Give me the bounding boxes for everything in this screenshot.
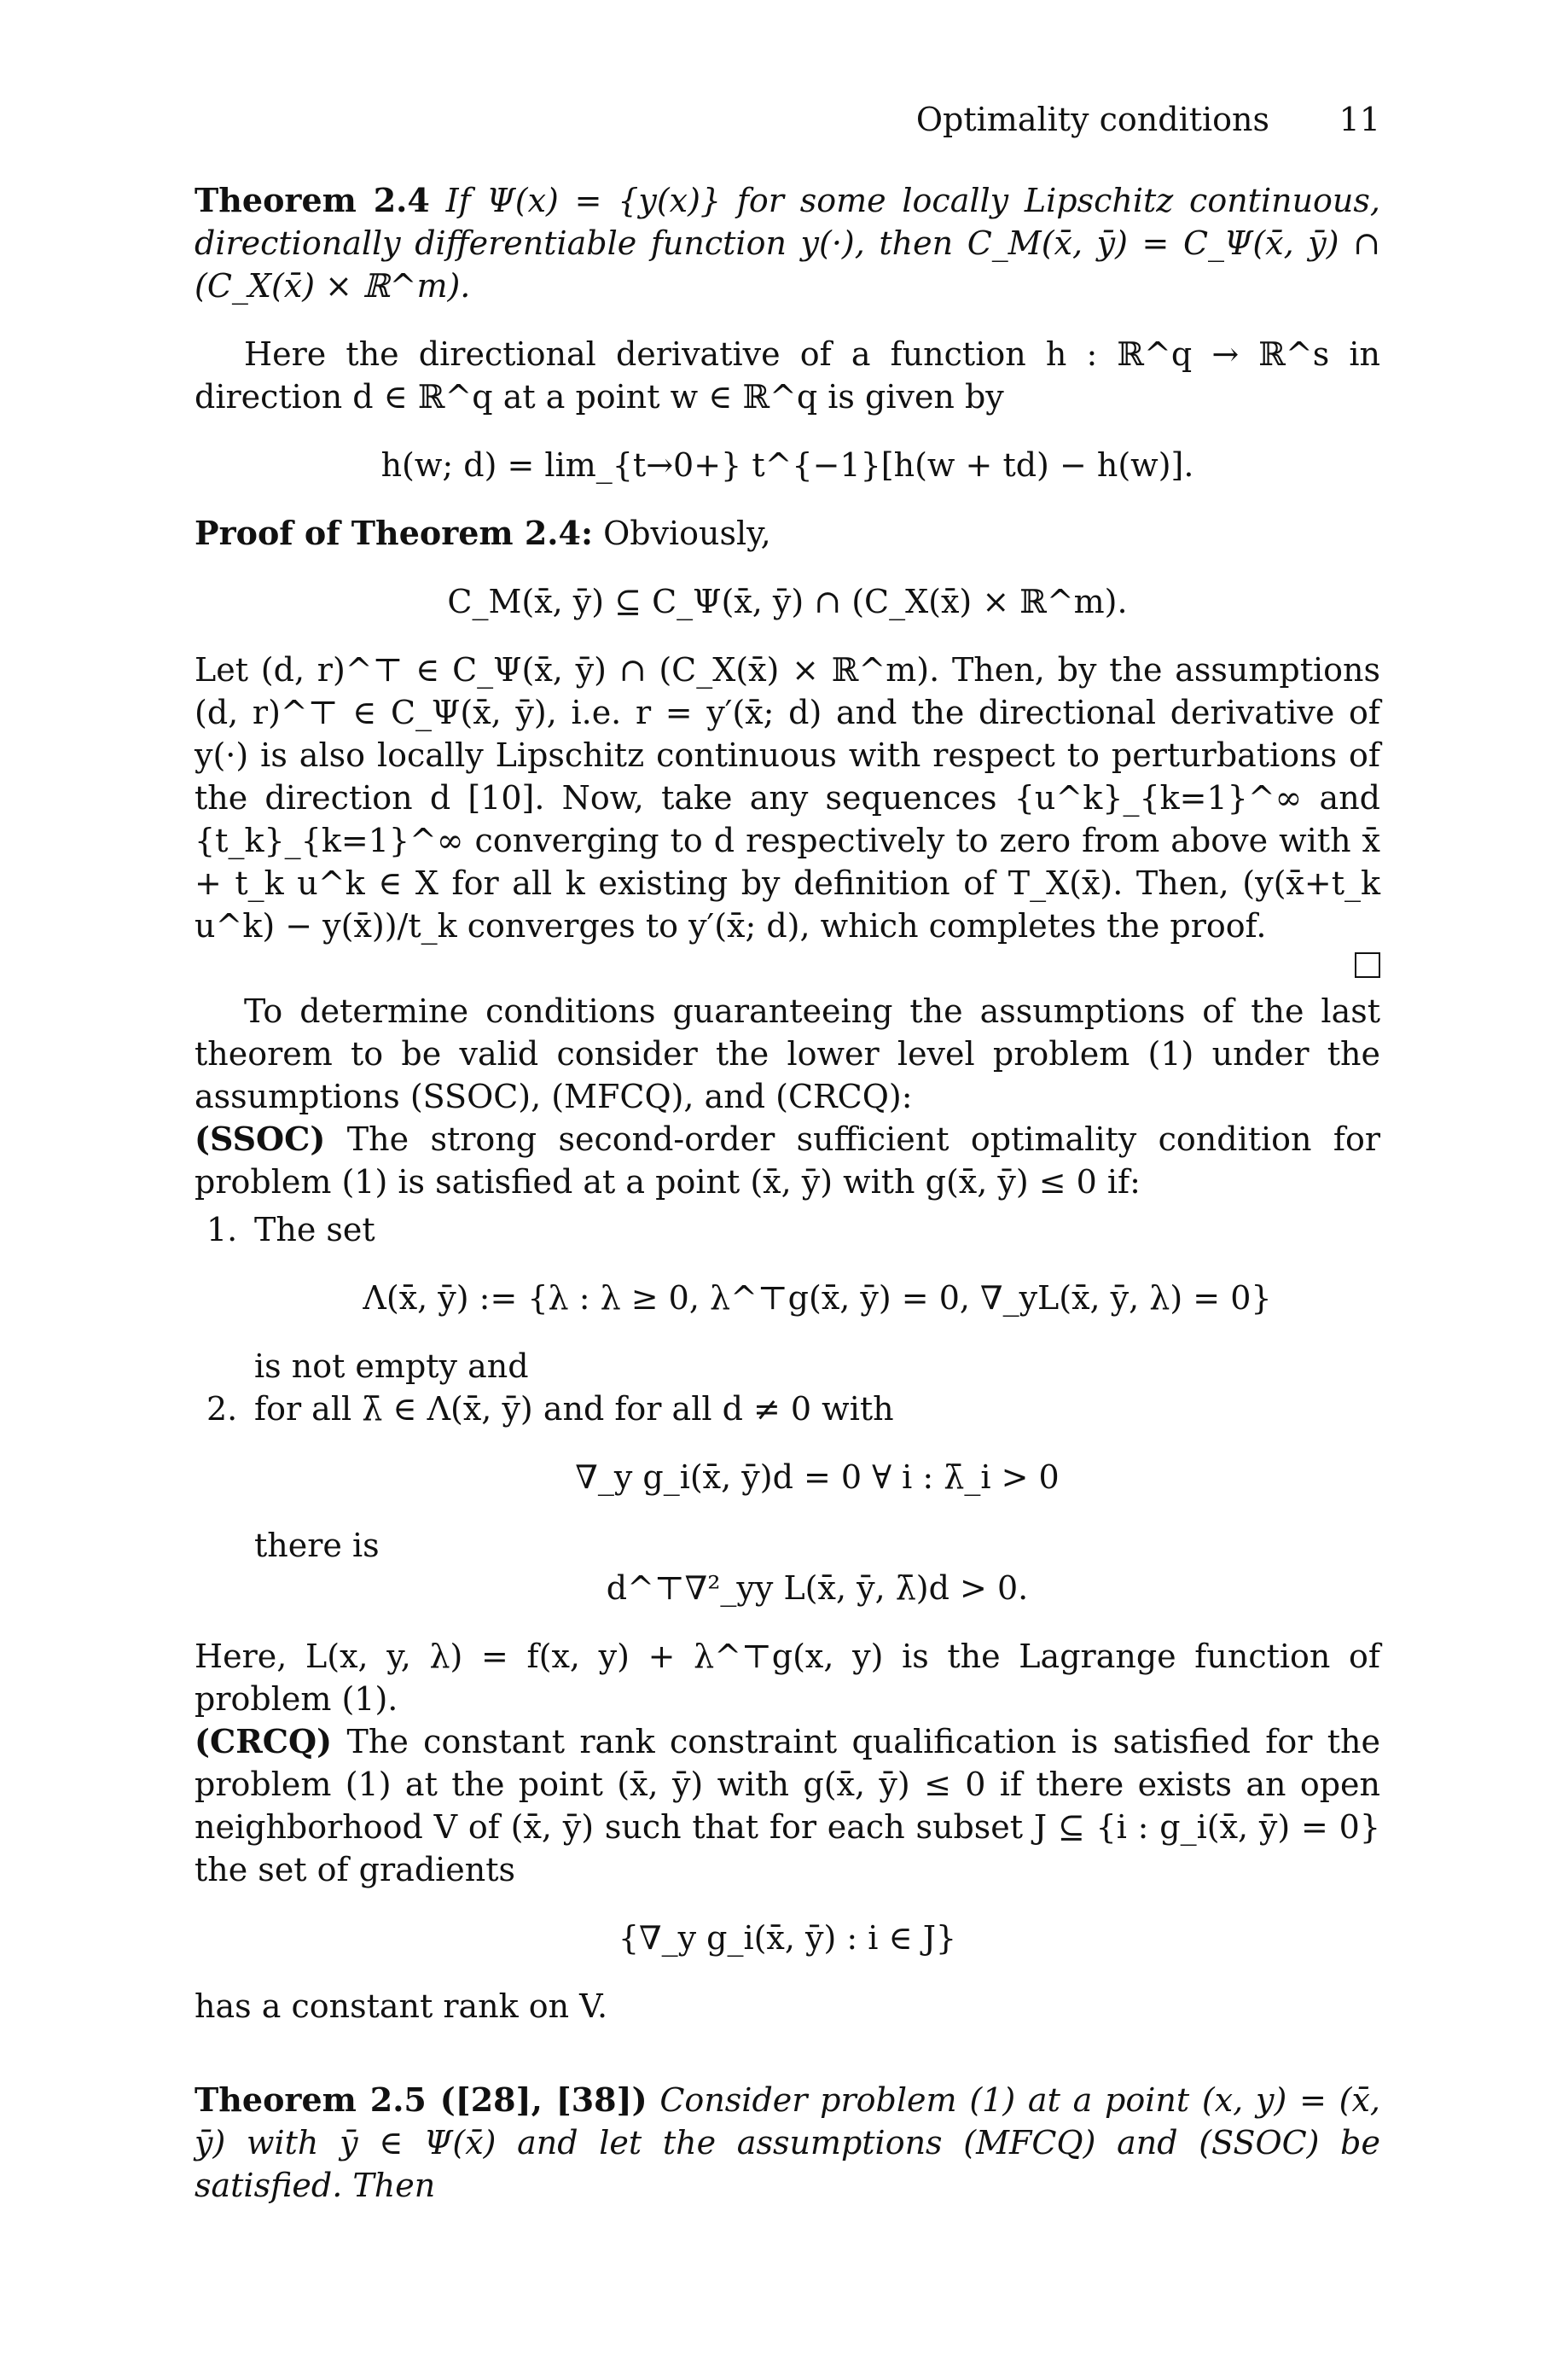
proof-intro-text: Obviously, — [603, 515, 771, 552]
paragraph-lagrange: Here, L(x, y, λ) = f(x, y) + λ^⊤g(x, y) is the Lagrange function of problem (1). — [195, 1638, 1380, 1718]
equation-gradient-condition: ∇_y g_i(x̄, ȳ)d = 0 ∀ i : λ̄_i > 0 — [575, 1458, 1060, 1496]
theorem-2-4 — [195, 179, 1380, 307]
page-body — [195, 179, 1380, 2207]
theorem-2-4-label: Theorem 2.4 — [195, 181, 430, 219]
running-title: Optimality conditions — [915, 101, 1269, 138]
theorem-2-5 — [195, 2079, 1380, 2207]
ssoc-condition-2-text: for all λ̄ ∈ Λ(x̄, ȳ) and for all d ≠ 0 with — [254, 1390, 894, 1428]
crcq-label: (CRCQ) — [195, 1722, 333, 1760]
ssoc-condition-1-text: The set — [254, 1211, 375, 1248]
ssoc-condition-1-tail: is not empty and — [254, 1347, 529, 1385]
equation-hessian-condition: d^⊤∇²_yy L(x̄, ȳ, λ̄)d > 0. — [606, 1569, 1029, 1607]
proof-label: Proof of Theorem 2.4: — [195, 514, 593, 552]
crcq-tail: has a constant rank on V. — [195, 1987, 608, 2025]
equation-lambda-set: Λ(x̄, ȳ) := {λ : λ ≥ 0, λ^⊤g(x̄, ȳ) = 0, ∇_yL(x̄, ȳ, λ) = 0} — [363, 1279, 1272, 1317]
ssoc-text: The strong second-order sufficient optimality condition for problem (1) is satisfied at a point (x̄, ȳ) with g(x̄, ȳ) ≤ 0 if: — [195, 1120, 1380, 1201]
equation-cone-inclusion: C_M(x̄, ȳ) ⊆ C_Ψ(x̄, ȳ) ∩ (C_X(x̄) × ℝ^m). — [447, 583, 1128, 620]
equation-directional-derivative: h(w; d) = lim_{t→0+} t^{−1}[h(w + td) − h(w)]. — [380, 446, 1194, 484]
ssoc-definition — [195, 1118, 1380, 1203]
page-number: 11 — [1339, 101, 1380, 138]
crcq-definition — [195, 1720, 1380, 1891]
ssoc-condition-2 — [195, 1388, 1380, 1609]
theorem-2-5-text: Consider problem (1) at a point (x, y) = (x̄, ȳ) with ȳ ∈ Ψ(x̄) and let the assumptions (MFCQ) and (SSOC) be satisfied. Then — [195, 2081, 1381, 2204]
paragraph-determine-conditions: To determine conditions guaranteeing the assumptions of the last theorem to be valid consider the lower level problem (1) under the assumptions (SSOC), (MFCQ), and (CRCQ): — [195, 992, 1380, 1115]
proof-body: Let (d, r)^⊤ ∈ C_Ψ(x̄, ȳ) ∩ (C_X(x̄) × ℝ^m). Then, by the assumptions (d, r)^⊤ ∈ C_Ψ(x̄, ȳ), i.e. r = y′(x̄; d) and the directional derivative of y(·) is also locally Lipschitz continuous with respect to perturbations of the direction d [10]. Now, take any sequences {u^k}_{k=1}^∞ and {t_k}_{k=1}^∞ converging to d respectively to zero from above with x̄ + t_k u^k ∈ X for all k existing by definition of T_X(x̄). Then, (y(x̄+t_k u^k) − y(x̄))/t_k converges to y′(x̄; d), which completes the proof. — [195, 651, 1380, 945]
running-header — [195, 101, 1380, 152]
ssoc-conditions-list — [195, 1208, 1380, 1609]
list-number: 1. — [206, 1211, 238, 1248]
qed-box-icon — [1355, 952, 1380, 978]
list-number: 2. — [206, 1390, 238, 1428]
there-is-text: there is — [254, 1527, 380, 1564]
theorem-2-5-label: Theorem 2.5 ([28], [38]) — [195, 2080, 648, 2119]
crcq-text: The constant rank constraint qualification is satisfied for the problem (1) at the point (x̄, ȳ) with g(x̄, ȳ) ≤ 0 if there exists an open neighborhood V of (x̄, ȳ) such that for each subset J ⊆ {i : g_i(x̄, ȳ) = 0} the set of gradients — [195, 1723, 1380, 1888]
equation-gradient-set: {∇_y g_i(x̄, ȳ) : i ∈ J} — [618, 1919, 957, 1957]
theorem-2-4-text: If Ψ(x) = {y(x)} for some locally Lipschitz continuous, directionally differentiable function y(·), then C_M(x̄, ȳ) = C_Ψ(x̄, ȳ) ∩ (C_X(x̄) × ℝ^m). — [195, 182, 1380, 305]
ssoc-label: (SSOC) — [195, 1120, 326, 1158]
ssoc-condition-1 — [195, 1208, 1380, 1388]
proof-intro — [195, 512, 1380, 555]
paragraph-directional-derivative: Here the directional derivative of a function h : ℝ^q → ℝ^s in direction d ∈ ℝ^q at a point w ∈ ℝ^q is given by — [195, 335, 1380, 416]
